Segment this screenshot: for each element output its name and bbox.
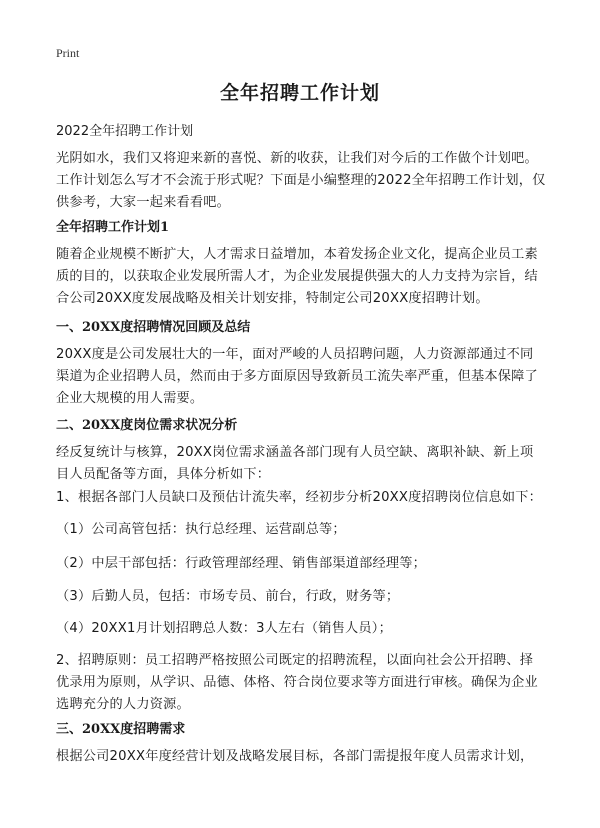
- list-item-text: 选聘充分的人力资源。: [56, 697, 190, 712]
- sub-item-3: [56, 586, 556, 608]
- list-item-text: 优录用为原则，从学识、品德、体格、符合岗位要求等方面进行审核。确保为企业: [56, 675, 538, 690]
- sub-item-4: [56, 618, 556, 640]
- list-item-text: 2、招聘原则：员工招聘严格按照公司既定的招聘流程，以面向社会公开招聘、择: [56, 653, 534, 668]
- sub-item-text: （3）后勤人员，包括：市场专员、前台，行政，财务等；: [56, 589, 400, 604]
- intro-line: 光阴如水，我们又将迎来新的喜悦、新的收获，让我们对今后的工作做个计划吧。: [56, 151, 538, 166]
- paragraph-2: [56, 344, 556, 410]
- paragraph-line: 渠道为企业招聘人员，然而由于多方面原因导致新员工流失率严重，但基本保障了: [56, 369, 538, 384]
- page-title: 全年招聘工作计划: [219, 82, 380, 104]
- list-item-1: [56, 487, 556, 509]
- sub-item-text: （1）公司高管包括：执行总经理、运营副总等；: [56, 522, 346, 537]
- section-heading-analysis: 二、20XX度岗位需求状况分析: [56, 418, 238, 433]
- section-heading-review: 一、20XX度招聘情况回顾及总结: [56, 320, 251, 335]
- intro-line: 工作计划怎么写才不会流于形式呢？下面是小编整理的2022全年招聘工作计划，仅: [56, 173, 546, 188]
- section-heading-plan1: 全年招聘工作计划1: [56, 220, 170, 235]
- paragraph-line: 经反复统计与核算，20XX岗位需求涵盖各部门现有人员空缺、离职补缺、新上项: [56, 445, 534, 460]
- intro-line: 供参考，大家一起来看看吧。: [56, 195, 231, 210]
- paragraph-line: 合公司20XX度发展战略及相关计划安排，特制定公司20XX度招聘计划。: [56, 291, 489, 306]
- sub-item-text: （2）中层干部包括：行政管理部经理、销售部渠道部经理等；: [56, 556, 427, 571]
- sub-item-1: [56, 519, 556, 541]
- sub-item-2: [56, 553, 556, 575]
- paragraph-line: 企业大规模的用人需要。: [56, 391, 204, 406]
- paragraph-line: 随着企业规模不断扩大，人才需求日益增加，本着发扬企业文化，提高企业员工素: [56, 247, 538, 262]
- paragraph-4: [56, 746, 556, 768]
- paragraph-line: 目人员配备等方面，具体分析如下：: [56, 467, 271, 482]
- print-label: Print: [56, 46, 80, 60]
- paragraph-line: 根据公司20XX年度经营计划及战略发展目标，各部门需提报年度人员需求计划，: [56, 749, 534, 764]
- paragraph-line: 质的目的，以获取企业发展所需人才，为企业发展提供强大的人力支持为宗旨，结: [56, 269, 538, 284]
- intro-paragraph: [56, 148, 556, 214]
- list-item-2: [56, 650, 556, 716]
- document-subtitle: 2022全年招聘工作计划: [56, 124, 194, 139]
- section-heading-demand: 三、20XX度招聘需求: [56, 722, 186, 737]
- list-item-text: 1、根据各部门人员缺口及预估计流失率，经初步分析20XX度招聘岗位信息如下：: [56, 490, 543, 505]
- paragraph-3: [56, 442, 556, 486]
- paragraph-line: 20XX度是公司发展壮大的一年，面对严峻的人员招聘问题，人力资源部通过不同: [56, 347, 534, 362]
- sub-item-text: （4）20XX1月计划招聘总人数：3人左右（销售人员）；: [56, 621, 392, 636]
- paragraph-1: [56, 244, 556, 310]
